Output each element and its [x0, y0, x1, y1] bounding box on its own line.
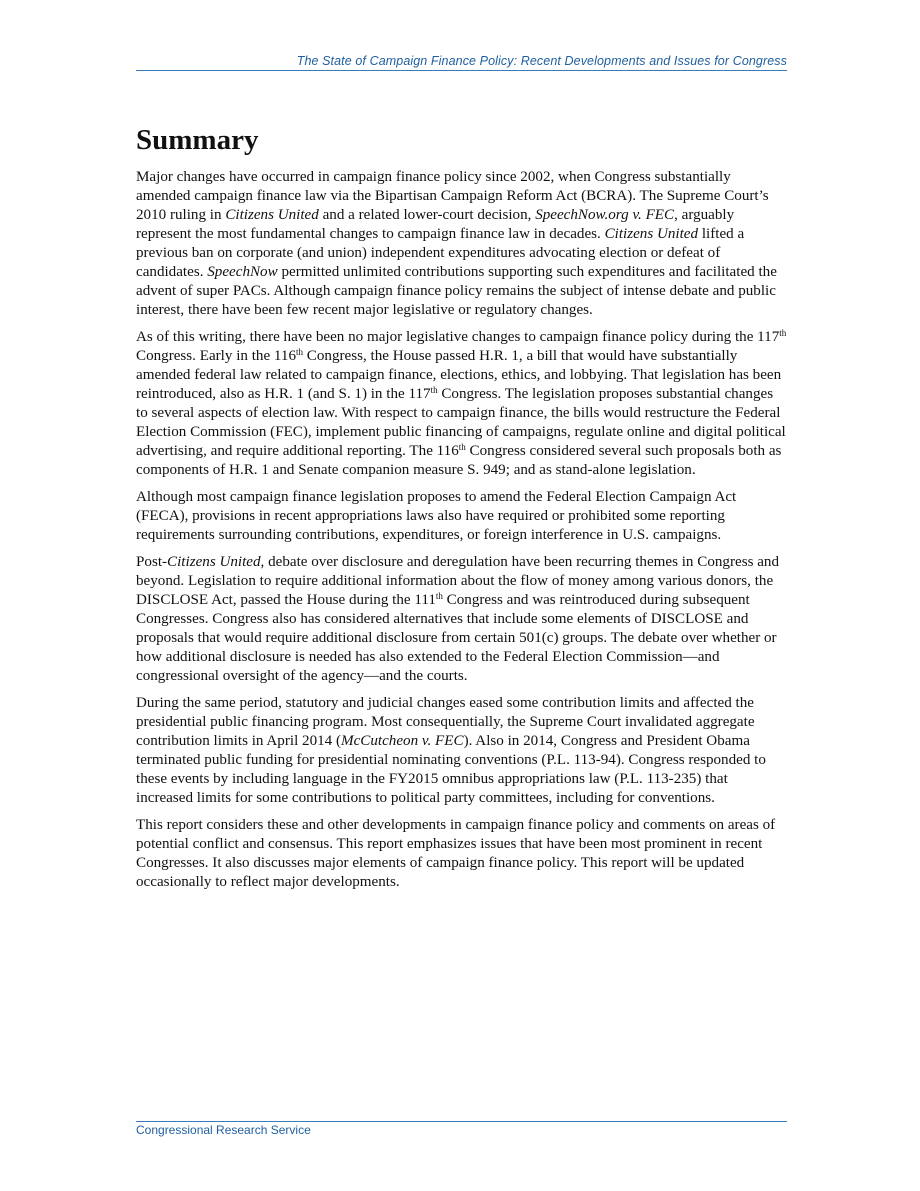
ordinal-suffix: th [435, 590, 443, 601]
text-segment: During the same period, statutory and judicial changes eased some contribution limits and affected the presidential public financing program. Most consequentially, the Supreme Court invalidated aggregate contribution limits in April 2014 ( [136, 694, 755, 749]
text-segment: permitted unlimited contributions supporting such expenditures and facilitated the advent of super PACs. Although campaign finance policy remains the subject of intense debate and public interest, there have been few recent major legislative or regulatory changes. [136, 263, 777, 318]
ordinal-suffix: th [430, 384, 438, 395]
text-segment: Congress, the House passed H.R. 1, a bill that would have substantially amended federal law related to campaign finance, elections, ethics, and lobbying. That legislation has been reintroduced, also as H.R. 1 (and S. 1) in the 117 [136, 347, 782, 402]
ordinal-suffix: th [458, 441, 466, 452]
footer-org: Congressional Research Service [136, 1123, 311, 1137]
page-title: Summary [136, 124, 259, 156]
text-segment: Congress. The legislation proposes substantial changes to several aspects of election law. With respect to campaign finance, the bills would restructure the Federal Election Commission (FEC), implement public financing of campaigns, regulate online and digital political advertising, and require additional reporting. The 116 [136, 385, 786, 459]
case-name: SpeechNow.org v. FEC [535, 206, 675, 223]
text-segment: and a related lower-court decision, [318, 206, 536, 223]
ordinal-suffix: th [296, 346, 304, 357]
text-segment: Congress considered several such proposals both as components of H.R. 1 and Senate companion measure S. 949; and as stand-alone legislation. [136, 442, 782, 478]
text-segment: lifted a previous ban on corporate (and union) independent expenditures advocating election or defeat of candidates. [136, 225, 745, 280]
running-header: The State of Campaign Finance Policy: Recent Developments and Issues for Congress [136, 54, 787, 71]
case-name: Citizens United [604, 225, 699, 242]
case-name: Citizens United [167, 554, 261, 570]
text-segment: Congress and was reintroduced during subsequent Congresses. Congress also has considered alternatives that include some elements of DISCLOSE and proposals that would require additional disclosure from certain 501(c) groups. The debate over whether or how additional disclosure is needed has also extended to the Federal Election Commission—and congressional oversight of the agency—and the courts. [136, 591, 777, 684]
text-segment: This report considers these and other developments in campaign finance policy and comments on areas of potential conflict and consensus. This report emphasizes issues that have been most prominent in recent Congresses. It also discusses major elements of campaign finance policy. This report will be updated occasionally to reflect major developments. [136, 816, 776, 890]
summary-body [136, 168, 788, 900]
text-segment: ). Also in 2014, Congress and President Obama terminated public funding for presidential nominating conventions (P.L. 113-94). Congress responded to these events by including language in the FY2015 omnibus appropriations law (P.L. 113-235) that increased limits for some contributions to political party committees, including for conventions. [136, 732, 766, 806]
text-segment: , arguably represent the most fundamental changes to campaign finance law in decades. [136, 206, 735, 242]
text-segment: , debate over disclosure and deregulation have been recurring themes in Congress and beyond. Legislation to require additional information about the flow of money among various donors, the DISCLOSE Act, passed the House during the 111 [136, 554, 780, 608]
text-segment: Although most campaign finance legislation proposes to amend the Federal Election Campaign Act (FECA), provisions in recent appropriations laws also have required or prohibited some reporting requirements surrounding contributions, expenditures, or foreign interference in U.S. campaigns. [136, 488, 737, 543]
paragraph-3 [136, 488, 788, 545]
paragraph-5 [136, 694, 788, 808]
paragraph-6 [136, 816, 788, 892]
text-segment: As of this writing, there have been no major legislative changes to campaign finance policy during the 117 [136, 328, 780, 345]
paragraph-1 [136, 168, 788, 320]
case-name: Citizens United [225, 206, 319, 223]
text-segment: Congress. Early in the 116 [136, 347, 296, 364]
case-name: SpeechNow [207, 263, 278, 280]
text-segment: Post- [136, 554, 168, 570]
case-name: McCutcheon v. FEC [341, 732, 464, 749]
ordinal-suffix: th [779, 327, 787, 338]
paragraph-4 [136, 553, 788, 686]
text-segment: Major changes have occurred in campaign finance policy since 2002, when Congress substantially amended campaign finance law via the Bipartisan Campaign Reform Act (BCRA). The Supreme Court’s 2010 ruling in [136, 169, 769, 223]
footer-divider [136, 1121, 787, 1122]
paragraph-2 [136, 328, 788, 480]
